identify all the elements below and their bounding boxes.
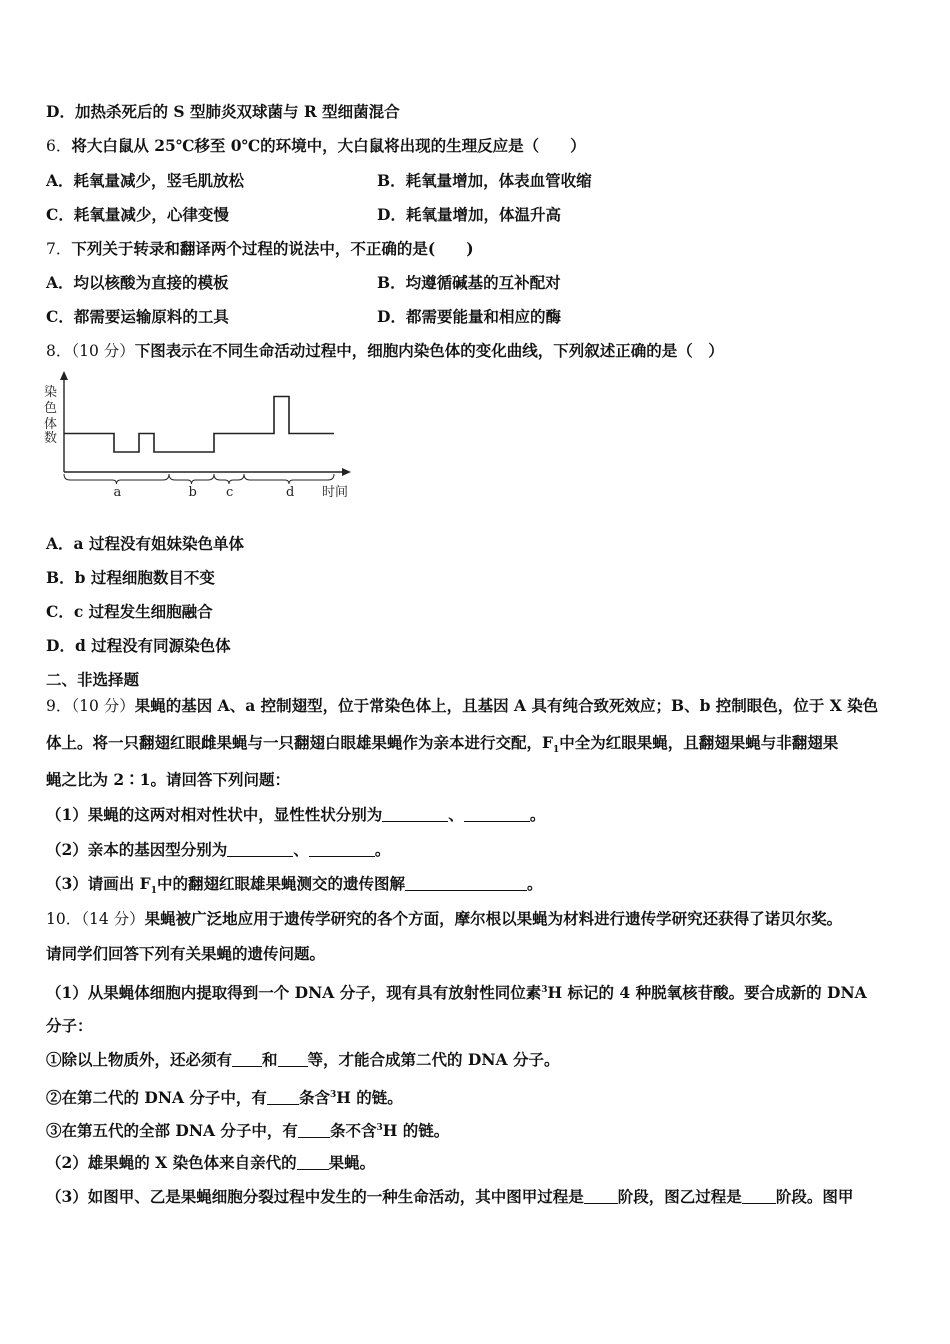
- q10-text: 条含: [298, 1088, 330, 1107]
- q10-sub3: [46, 1118, 910, 1141]
- q6-options-cd: [46, 205, 910, 225]
- stage-label: d: [286, 485, 295, 500]
- stage-label: b: [188, 485, 197, 500]
- answer-blank[interactable]: [232, 1052, 262, 1067]
- y-axis-label-char: 色: [44, 401, 58, 416]
- q9-part1: [46, 805, 910, 825]
- option-text: 加热杀死后的 S 型肺炎双球菌与 R 型细菌混合: [74, 102, 400, 121]
- q10-text: ③在第五代的全部 DNA 分子中，有: [46, 1121, 298, 1140]
- question-score: （10 分）: [71, 342, 135, 360]
- q6-stem: [46, 136, 910, 156]
- answer-blank[interactable]: [584, 1189, 618, 1204]
- stage-label: c: [226, 485, 234, 500]
- q10-line2: 请同学们回答下列有关果蝇的遗传问题。: [46, 944, 326, 963]
- q10-sub2: [46, 1085, 910, 1108]
- q10-text: 阶段。图甲: [775, 1187, 854, 1206]
- period: 。: [526, 874, 543, 893]
- q9-text: 体上。将一只翻翅红眼雌果蝇与一只翻翅白眼雄果蝇作为亲本进行交配，F: [46, 733, 554, 752]
- q7-option-d: D．都需要能量和相应的酶: [377, 307, 561, 326]
- q9-part2: [46, 840, 910, 860]
- answer-blank[interactable]: [278, 1052, 308, 1067]
- question-number: 8．: [46, 342, 72, 360]
- q8-option-c: C．c 过程发生细胞融合: [46, 602, 213, 621]
- stage-brace: [244, 474, 334, 484]
- q10-text: 阶段，图乙过程是: [617, 1187, 742, 1206]
- q7-options-cd: [46, 307, 910, 327]
- q7-option-a: A．均以核酸为直接的模板: [46, 273, 229, 292]
- q10-part2: [46, 1153, 910, 1173]
- x-axis-arrow: [342, 468, 351, 476]
- q7-option-c: C．都需要运输原料的工具: [46, 307, 229, 326]
- period: 。: [529, 805, 546, 824]
- q5-option-d: [46, 102, 910, 122]
- q6-options-ab: [46, 171, 910, 191]
- chromosome-curve: [64, 397, 334, 453]
- q9-line1: [46, 696, 910, 716]
- y-axis-label-char: 染: [44, 385, 58, 400]
- question-stem: 下列关于转录和翻译两个过程的说法中，不正确的是( ): [71, 239, 474, 258]
- question-number: 10．: [46, 910, 82, 928]
- q8-option-b: B．b 过程细胞数目不变: [46, 568, 215, 587]
- option-label: D．: [46, 102, 75, 121]
- chromosome-curve-chart: [40, 368, 370, 508]
- q10-text: （3）如图甲、乙是果蝇细胞分裂过程中发生的一种生命活动，其中图甲过程是: [46, 1187, 584, 1206]
- q10-part3: [46, 1187, 910, 1207]
- q9-text: 中的翻翅红眼雄果蝇测交的遗传图解: [156, 874, 405, 893]
- y-axis-label: [44, 384, 57, 446]
- q10-text: 果蝇。: [328, 1153, 376, 1172]
- question-stem: 下图表示在不同生命活动过程中，细胞内染色体的变化曲线，下列叙述正确的是（ ）: [134, 341, 724, 360]
- y-axis-label-char: 体: [44, 417, 58, 432]
- question-number: 6．: [46, 137, 72, 155]
- q10-text: H 的链。: [382, 1121, 450, 1140]
- answer-blank[interactable]: [267, 1090, 299, 1105]
- separator: 、: [448, 805, 464, 824]
- separator: 、: [293, 840, 309, 859]
- q9-text: （3）请画出 F: [46, 874, 151, 893]
- question-number: 7．: [46, 240, 72, 258]
- q10-text: 等，才能合成第二代的 DNA 分子。: [307, 1050, 560, 1069]
- answer-blank[interactable]: [227, 842, 293, 857]
- q6-option-a: A．耗氧量减少，竖毛肌放松: [46, 171, 245, 190]
- q10-line1: [46, 909, 910, 929]
- stage-braces: [64, 474, 334, 500]
- superscript: 3: [376, 1123, 383, 1133]
- q6-option-c: C．耗氧量减少，心律变慢: [46, 205, 229, 224]
- question-stem: 将大白鼠从 25℃移至 0℃的环境中，大白鼠将出现的生理反应是（ ）: [71, 136, 586, 155]
- q6-option-b: B．耗氧量增加，体表血管收缩: [377, 171, 592, 190]
- answer-blank[interactable]: [742, 1189, 776, 1204]
- q10-text: （2）雄果蝇的 X 染色体来自亲代的: [46, 1153, 297, 1172]
- q10-part1-cont: 分子：: [46, 1016, 93, 1035]
- q10-text: H 标记的 4 种脱氧核苷酸。要合成新的 DNA: [547, 983, 867, 1002]
- answer-blank[interactable]: [309, 842, 375, 857]
- q10-text: 果蝇被广泛地应用于遗传学研究的各个方面，摩尔根以果蝇为材料进行遗传学研究还获得了诺贝尔奖。: [144, 909, 843, 928]
- subscript: 1: [150, 886, 157, 897]
- q9-text: （1）果蝇的这两对相对性状中，显性性状分别为: [46, 805, 383, 824]
- q9-text: 中全为红眼果蝇，且翻翅果蝇与非翻翅果: [559, 733, 839, 752]
- q10-text: 和: [262, 1050, 278, 1069]
- q7-stem: [46, 239, 910, 259]
- period: 。: [374, 840, 391, 859]
- question-score: （10 分）: [71, 697, 135, 715]
- q9-text: 果蝇的基因 A、a 控制翅型，位于常染色体上，且基因 A 具有纯合致死效应；B、b 控制眼色，位于 X 染色: [134, 696, 879, 715]
- answer-blank[interactable]: [298, 1123, 330, 1138]
- question-score: （14 分）: [81, 910, 145, 928]
- answer-blank[interactable]: [297, 1155, 329, 1170]
- q9-line3: 蝇之比为 2∶1。请回答下列问题：: [46, 770, 290, 789]
- q10-text: （1）从果蝇体细胞内提取得到一个 DNA 分子，现有具有放射性同位素: [46, 983, 542, 1002]
- subscript: 1: [553, 745, 560, 756]
- stage-brace: [169, 474, 214, 484]
- x-axis-label: 时间: [322, 485, 349, 500]
- q8-option-a: A．a 过程没有姐妹染色单体: [46, 534, 244, 553]
- question-number: 9．: [46, 697, 72, 715]
- q7-option-b: B．均遵循碱基的互补配对: [377, 273, 561, 292]
- q10-part1: [46, 980, 910, 1003]
- superscript: 3: [541, 985, 548, 995]
- y-axis-label-char: 数: [44, 431, 58, 446]
- q10-text: ②在第二代的 DNA 分子中，有: [46, 1088, 267, 1107]
- q10-text: H 的链。: [336, 1088, 403, 1107]
- q8-stem: [46, 341, 910, 361]
- q10-sub1: [46, 1050, 910, 1070]
- q10-text: 条不含: [329, 1121, 377, 1140]
- q6-option-d: D．耗氧量增加，体温升高: [377, 205, 561, 224]
- y-axis-arrow: [60, 371, 68, 380]
- section-title: 二、非选择题: [46, 670, 140, 689]
- q10-text: ①除以上物质外，还必须有: [46, 1050, 233, 1069]
- q7-options-ab: [46, 273, 910, 293]
- superscript: 3: [329, 1090, 337, 1100]
- q9-text: （2）亲本的基因型分别为: [46, 840, 228, 859]
- q9-line2: [46, 733, 910, 760]
- stage-brace: [64, 474, 169, 484]
- stage-label: a: [113, 485, 122, 500]
- answer-blank[interactable]: [405, 876, 527, 891]
- answer-blank[interactable]: [382, 807, 448, 822]
- q8-option-d: D．d 过程没有同源染色体: [46, 636, 231, 655]
- q9-part3: [46, 874, 910, 901]
- answer-blank[interactable]: [464, 807, 530, 822]
- stage-brace: [214, 474, 244, 484]
